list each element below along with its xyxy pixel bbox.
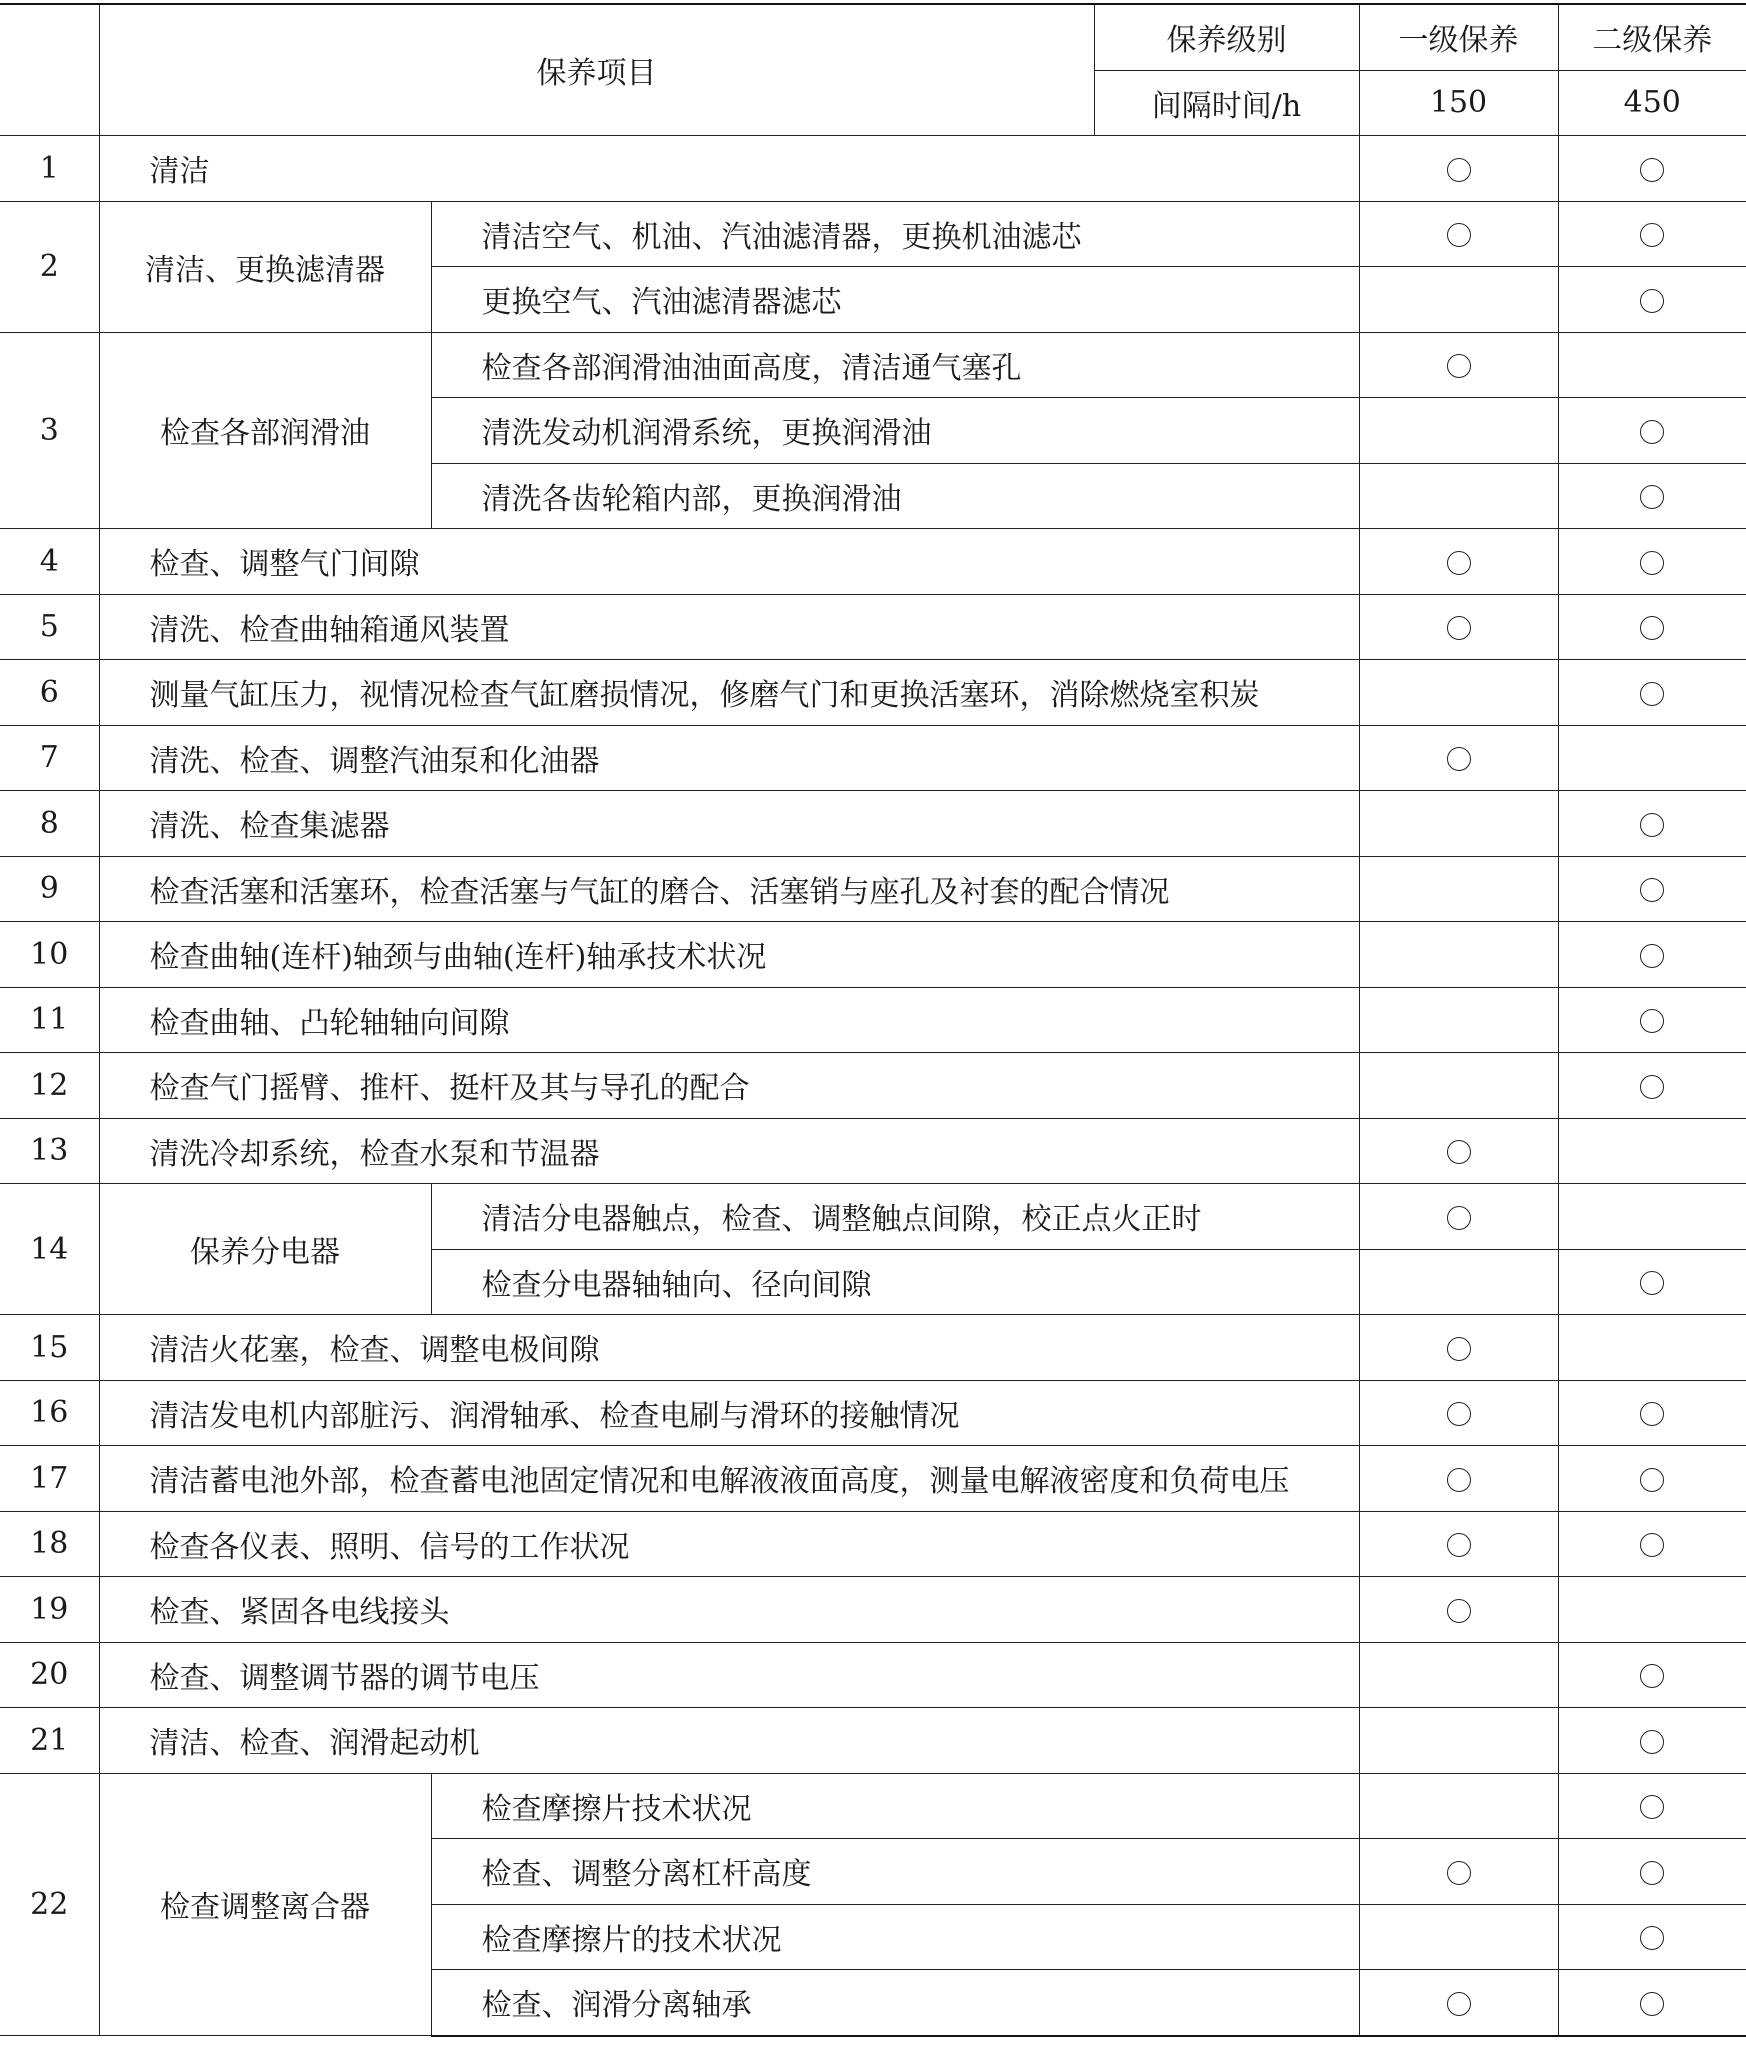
circle-icon [1447,1468,1471,1492]
row-item: 清洁、检查、润滑起动机 [99,1708,1359,1774]
circle-icon [1447,1402,1471,1426]
level1-mark [1359,1904,1558,1970]
level1-mark [1359,1577,1558,1643]
circle-icon [1640,813,1664,837]
table-row [0,1511,1746,1577]
row-sub-item: 清洗各齿轮箱内部，更换润滑油 [431,463,1359,529]
level2-mark [1558,987,1746,1053]
maintenance-table [0,3,1746,2037]
table-row [0,1642,1746,1708]
row-number: 19 [0,1577,99,1643]
table-row [0,1315,1746,1381]
level2-mark [1558,201,1746,267]
circle-icon [1640,1795,1664,1819]
row-item: 清洗、检查曲轴箱通风装置 [99,594,1359,660]
row-number: 9 [0,856,99,922]
table-row [0,791,1746,857]
table-row [0,529,1746,595]
level2-mark [1558,398,1746,464]
level2-mark [1558,1118,1746,1184]
circle-icon [1640,1075,1664,1099]
row-sub-item: 检查、调整分离杠杆高度 [431,1839,1359,1905]
row-number: 5 [0,594,99,660]
circle-icon [1447,158,1471,182]
row-number: 13 [0,1118,99,1184]
row-sub-item: 清洁空气、机油、汽油滤清器，更换机油滤芯 [431,201,1359,267]
row-sub-item: 检查各部润滑油油面高度，清洁通气塞孔 [431,332,1359,398]
row-item: 检查气门摇臂、推杆、挺杆及其与导孔的配合 [99,1053,1359,1119]
row-item: 检查、调整调节器的调节电压 [99,1642,1359,1708]
circle-icon [1640,1533,1664,1557]
row-item: 清洗、检查集滤器 [99,791,1359,857]
circle-icon [1640,1992,1664,2016]
row-number: 2 [0,201,99,332]
row-item: 清洗、检查、调整汽油泵和化油器 [99,725,1359,791]
row-number: 11 [0,987,99,1053]
level2-mark [1558,1249,1746,1315]
header-item-label: 保养项目 [99,4,1094,136]
header-level1: 一级保养 [1359,4,1558,70]
row-sub-item: 检查摩擦片的技术状况 [431,1904,1359,1970]
row-item: 检查活塞和活塞环，检查活塞与气缸的磨合、活塞销与座孔及衬套的配合情况 [99,856,1359,922]
table-row [0,922,1746,988]
row-number: 14 [0,1184,99,1315]
circle-icon [1447,1206,1471,1230]
row-number: 10 [0,922,99,988]
row-item: 清洗冷却系统，检查水泵和节温器 [99,1118,1359,1184]
level2-mark [1558,594,1746,660]
row-group-item: 清洁、更换滤清器 [99,201,431,332]
table-row [0,332,1746,398]
row-item: 清洁蓄电池外部，检查蓄电池固定情况和电解液液面高度，测量电解液密度和负荷电压 [99,1446,1359,1512]
level1-mark [1359,398,1558,464]
level2-mark [1558,1184,1746,1250]
level1-mark [1359,332,1558,398]
circle-icon [1640,682,1664,706]
table-row [0,1446,1746,1512]
circle-icon [1447,1861,1471,1885]
level1-mark [1359,463,1558,529]
row-group-item: 检查各部润滑油 [99,332,431,529]
level2-mark [1558,1053,1746,1119]
circle-icon [1640,485,1664,509]
level2-mark [1558,529,1746,595]
level1-mark [1359,1642,1558,1708]
level1-mark [1359,201,1558,267]
row-number: 8 [0,791,99,857]
table-row [0,1577,1746,1643]
level2-mark [1558,136,1746,202]
level1-mark [1359,660,1558,726]
row-number: 4 [0,529,99,595]
level1-mark [1359,1773,1558,1839]
level1-mark [1359,1970,1558,2036]
level1-mark [1359,594,1558,660]
row-number: 20 [0,1642,99,1708]
level2-mark [1558,463,1746,529]
level1-mark [1359,1511,1558,1577]
level2-mark [1558,1839,1746,1905]
level1-mark [1359,856,1558,922]
level2-mark [1558,332,1746,398]
row-item: 检查各仪表、照明、信号的工作状况 [99,1511,1359,1577]
header-interval-label: 间隔时间/h [1094,70,1359,136]
header-interval1: 150 [1359,70,1558,136]
level1-mark [1359,1708,1558,1774]
level2-mark [1558,1904,1746,1970]
level1-mark [1359,1053,1558,1119]
circle-icon [1447,1140,1471,1164]
row-number: 7 [0,725,99,791]
circle-icon [1447,1337,1471,1361]
circle-icon [1640,1271,1664,1295]
level1-mark [1359,1380,1558,1446]
row-number: 17 [0,1446,99,1512]
circle-icon [1640,1730,1664,1754]
circle-icon [1640,1468,1664,1492]
row-number: 16 [0,1380,99,1446]
level1-mark [1359,529,1558,595]
level2-mark [1558,1708,1746,1774]
circle-icon [1640,1664,1664,1688]
circle-icon [1447,551,1471,575]
row-item: 清洁发电机内部脏污、润滑轴承、检查电刷与滑环的接触情况 [99,1380,1359,1446]
level2-mark [1558,1380,1746,1446]
table-row [0,1708,1746,1774]
level1-mark [1359,791,1558,857]
circle-icon [1640,158,1664,182]
table-row [0,987,1746,1053]
level2-mark [1558,1773,1746,1839]
circle-icon [1640,223,1664,247]
circle-icon [1447,616,1471,640]
table-row [0,1118,1746,1184]
level2-mark [1558,856,1746,922]
level2-mark [1558,922,1746,988]
row-number: 1 [0,136,99,202]
level2-mark [1558,1315,1746,1381]
level1-mark [1359,1446,1558,1512]
row-item: 清洁 [99,136,1359,202]
circle-icon [1447,1533,1471,1557]
level1-mark [1359,987,1558,1053]
table-row [0,594,1746,660]
row-number: 22 [0,1773,99,2036]
row-item: 检查、紧固各电线接头 [99,1577,1359,1643]
circle-icon [1640,551,1664,575]
circle-icon [1447,1992,1471,2016]
header-number-cell [0,4,99,136]
row-item: 检查、调整气门间隙 [99,529,1359,595]
level2-mark [1558,267,1746,333]
circle-icon [1640,878,1664,902]
level2-mark [1558,660,1746,726]
table-row [0,856,1746,922]
row-item: 检查曲轴(连杆)轴颈与曲轴(连杆)轴承技术状况 [99,922,1359,988]
circle-icon [1640,1861,1664,1885]
row-number: 15 [0,1315,99,1381]
row-sub-item: 更换空气、汽油滤清器滤芯 [431,267,1359,333]
circle-icon [1447,747,1471,771]
level1-mark [1359,1839,1558,1905]
table-row [0,1184,1746,1250]
circle-icon [1447,354,1471,378]
table-row [0,1380,1746,1446]
row-number: 21 [0,1708,99,1774]
circle-icon [1447,223,1471,247]
row-sub-item: 清洁分电器触点，检查、调整触点间隙，校正点火正时 [431,1184,1359,1250]
header-row [0,4,1746,70]
circle-icon [1640,1926,1664,1950]
row-sub-item: 检查、润滑分离轴承 [431,1970,1359,2036]
header-level-label: 保养级别 [1094,4,1359,70]
circle-icon [1447,1599,1471,1623]
level2-mark [1558,791,1746,857]
circle-icon [1640,1009,1664,1033]
table-row [0,725,1746,791]
table-row [0,1053,1746,1119]
row-item: 清洁火花塞，检查、调整电极间隙 [99,1315,1359,1381]
table-row [0,660,1746,726]
table-row [0,1773,1746,1839]
row-group-item: 保养分电器 [99,1184,431,1315]
level2-mark [1558,1970,1746,2036]
circle-icon [1640,616,1664,640]
level2-mark [1558,1642,1746,1708]
header-level2: 二级保养 [1558,4,1746,70]
level1-mark [1359,1315,1558,1381]
level1-mark [1359,922,1558,988]
circle-icon [1640,289,1664,313]
row-group-item: 检查调整离合器 [99,1773,431,2036]
level2-mark [1558,725,1746,791]
level1-mark [1359,1184,1558,1250]
level2-mark [1558,1577,1746,1643]
row-sub-item: 清洗发动机润滑系统，更换润滑油 [431,398,1359,464]
row-number: 3 [0,332,99,529]
row-item: 检查曲轴、凸轮轴轴向间隙 [99,987,1359,1053]
header-interval2: 450 [1558,70,1746,136]
level1-mark [1359,725,1558,791]
row-sub-item: 检查摩擦片技术状况 [431,1773,1359,1839]
table-row [0,201,1746,267]
table-row [0,136,1746,202]
level1-mark [1359,136,1558,202]
level1-mark [1359,267,1558,333]
level2-mark [1558,1511,1746,1577]
circle-icon [1640,420,1664,444]
row-number: 6 [0,660,99,726]
level1-mark [1359,1118,1558,1184]
level1-mark [1359,1249,1558,1315]
row-sub-item: 检查分电器轴轴向、径向间隙 [431,1249,1359,1315]
level2-mark [1558,1446,1746,1512]
circle-icon [1640,944,1664,968]
row-item: 测量气缸压力，视情况检查气缸磨损情况，修磨气门和更换活塞环，消除燃烧室积炭 [99,660,1359,726]
row-number: 12 [0,1053,99,1119]
row-number: 18 [0,1511,99,1577]
circle-icon [1640,1402,1664,1426]
